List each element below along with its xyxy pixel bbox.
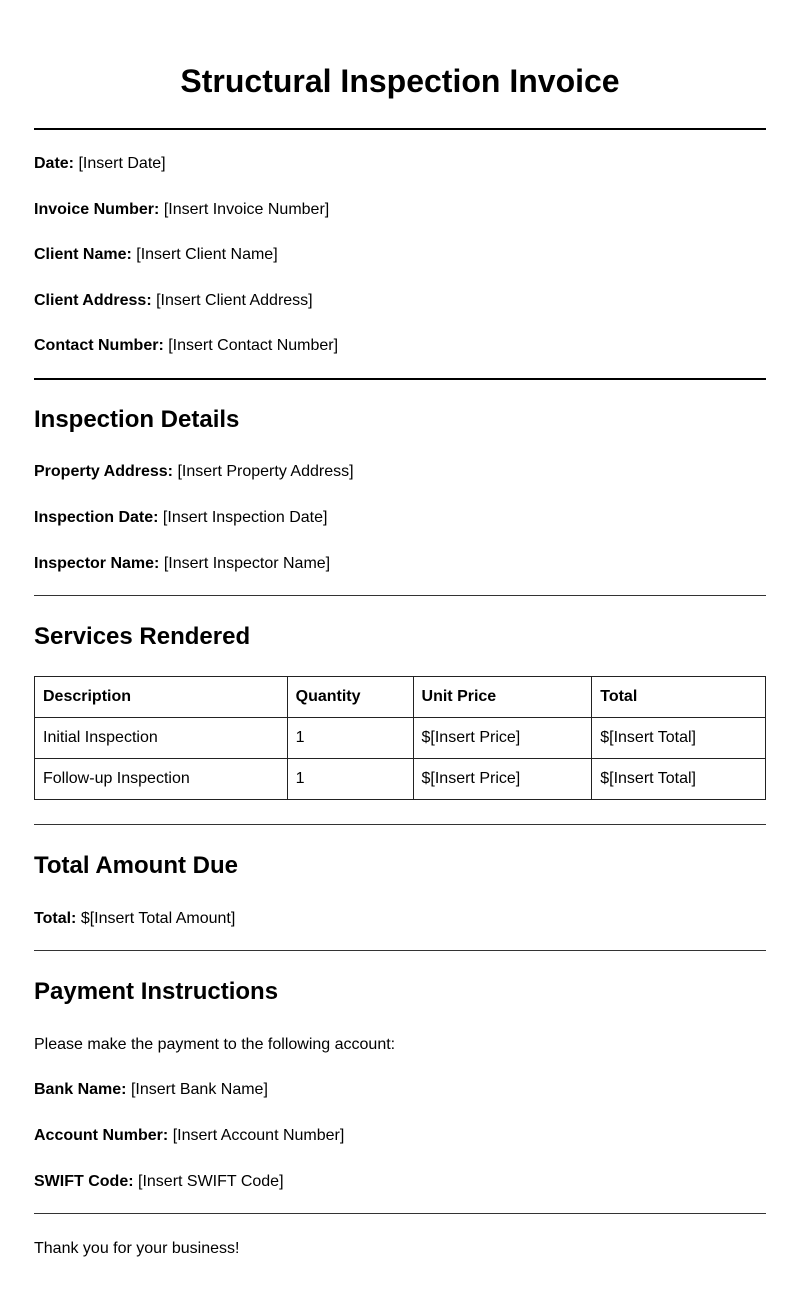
field-label: Account Number: xyxy=(34,1127,169,1144)
column-header: Unit Price xyxy=(413,677,592,718)
field-label: Inspector Name: xyxy=(34,555,160,572)
field-value: [Insert Contact Number] xyxy=(168,337,339,354)
total-field xyxy=(34,909,235,929)
field-label: Invoice Number: xyxy=(34,201,160,218)
client-address-field xyxy=(34,291,313,311)
table-cell: Follow-up Inspection xyxy=(35,759,288,800)
inspection-date-field xyxy=(34,508,327,528)
table-cell: 1 xyxy=(287,718,413,759)
divider xyxy=(34,1213,766,1214)
payment-instructions-heading: Payment Instructions xyxy=(34,978,279,1005)
payment-intro-text: Please make the payment to the following account: xyxy=(34,1036,396,1053)
column-header: Description xyxy=(35,677,288,718)
table-cell: Initial Inspection xyxy=(35,718,288,759)
contact-number-field xyxy=(34,336,338,356)
table-cell: $[Insert Price] xyxy=(413,718,592,759)
table-row xyxy=(35,718,766,759)
field-label: Total: xyxy=(34,910,77,927)
field-value: $[Insert Total Amount] xyxy=(80,910,236,927)
field-value: [Insert Inspection Date] xyxy=(162,509,328,526)
services-table xyxy=(34,676,766,800)
field-label: Inspection Date: xyxy=(34,509,159,526)
field-value: [Insert SWIFT Code] xyxy=(138,1173,284,1190)
table-row xyxy=(35,759,766,800)
field-value: [Insert Inspector Name] xyxy=(163,555,331,572)
invoice-number-field xyxy=(34,200,329,220)
services-rendered-heading: Services Rendered xyxy=(34,623,251,650)
divider xyxy=(34,378,766,380)
inspector-name-field xyxy=(34,554,330,574)
divider xyxy=(34,595,766,596)
field-label: Contact Number: xyxy=(34,337,164,354)
total-amount-due-heading: Total Amount Due xyxy=(34,852,238,879)
table-cell: 1 xyxy=(287,759,413,800)
field-label: Bank Name: xyxy=(34,1081,127,1098)
date-field xyxy=(34,154,166,174)
field-label: Client Name: xyxy=(34,246,132,263)
field-label: Property Address: xyxy=(34,463,173,480)
property-address-field xyxy=(34,462,354,482)
field-label: Client Address: xyxy=(34,292,152,309)
field-label: SWIFT Code: xyxy=(34,1173,134,1190)
swift-code-field xyxy=(34,1172,284,1192)
field-value: [Insert Account Number] xyxy=(172,1127,345,1144)
table-header-row xyxy=(35,677,766,718)
field-value: [Insert Invoice Number] xyxy=(163,201,330,218)
divider xyxy=(34,824,766,825)
inspection-details-heading: Inspection Details xyxy=(34,406,240,433)
bank-name-field xyxy=(34,1080,268,1100)
field-value: [Insert Property Address] xyxy=(177,463,354,480)
divider xyxy=(34,950,766,951)
divider xyxy=(34,128,766,130)
field-value: [Insert Date] xyxy=(78,155,166,172)
field-value: [Insert Client Name] xyxy=(136,246,278,263)
field-value: [Insert Bank Name] xyxy=(130,1081,268,1098)
field-label: Date: xyxy=(34,155,75,172)
table-cell: $[Insert Total] xyxy=(592,718,766,759)
field-value: [Insert Client Address] xyxy=(156,292,313,309)
table-cell: $[Insert Price] xyxy=(413,759,592,800)
column-header: Total xyxy=(592,677,766,718)
page-title: Structural Inspection Invoice xyxy=(180,63,620,99)
account-number-field xyxy=(34,1126,344,1146)
column-header: Quantity xyxy=(287,677,413,718)
closing-text: Thank you for your business! xyxy=(34,1240,240,1257)
client-name-field xyxy=(34,245,278,265)
table-cell: $[Insert Total] xyxy=(592,759,766,800)
